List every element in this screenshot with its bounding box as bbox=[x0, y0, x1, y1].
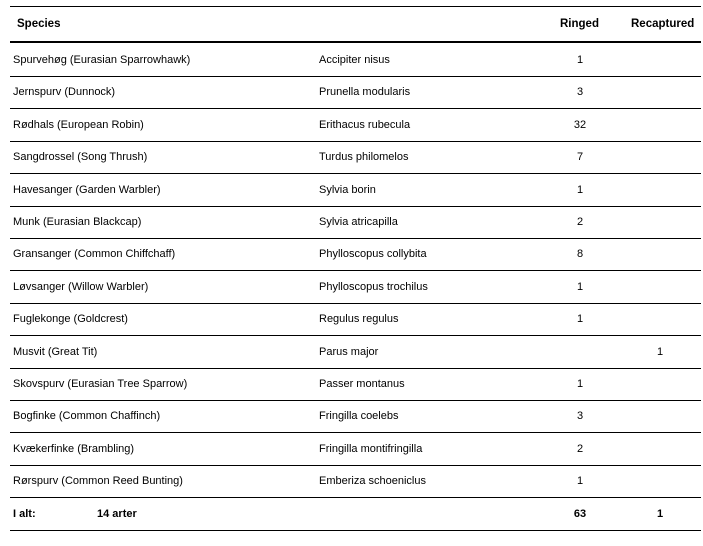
table-header bbox=[10, 6, 701, 43]
species-latin-name: Prunella modularis bbox=[319, 86, 411, 99]
ringed-count: 1 bbox=[576, 280, 584, 293]
species-latin-name: Turdus philomelos bbox=[319, 151, 409, 164]
species-common-name: Munk (Eurasian Blackcap) bbox=[13, 216, 142, 228]
ringed-count: 2 bbox=[576, 216, 584, 228]
species-common-name: Spurvehøg (Eurasian Sparrowhawk) bbox=[13, 54, 191, 66]
species-latin-name: Phylloscopus trochilus bbox=[319, 280, 428, 293]
species-common-name: Sangdrossel (Song Thrush) bbox=[13, 151, 148, 164]
species-common-name: Bogfinke (Common Chaffinch) bbox=[13, 410, 161, 423]
table-row bbox=[10, 271, 701, 304]
total-species-count: 14 arter bbox=[97, 507, 137, 520]
ringed-count: 7 bbox=[576, 151, 584, 164]
table-row bbox=[10, 174, 701, 207]
ringed-count: 1 bbox=[576, 378, 584, 390]
species-latin-name: Sylvia atricapilla bbox=[319, 216, 398, 228]
species-latin-name: Phylloscopus collybita bbox=[319, 248, 427, 261]
ringed-count: 3 bbox=[576, 86, 584, 99]
table-row bbox=[10, 303, 701, 336]
ringed-count: 1 bbox=[576, 475, 584, 488]
species-common-name: Kvækerfinke (Brambling) bbox=[13, 442, 135, 455]
species-latin-name: Sylvia borin bbox=[319, 183, 376, 196]
species-common-name: Musvit (Great Tit) bbox=[13, 345, 98, 358]
table-row bbox=[10, 336, 701, 369]
species-latin-name: Regulus regulus bbox=[319, 313, 399, 326]
species-common-name: Jernspurv (Dunnock) bbox=[13, 86, 116, 99]
table-row bbox=[10, 368, 701, 401]
ringed-count: 1 bbox=[576, 54, 584, 66]
ringed-count: 2 bbox=[576, 442, 584, 455]
species-common-name: Rødhals (European Robin) bbox=[13, 118, 144, 131]
ringed-count: 8 bbox=[576, 248, 584, 261]
total-ringed: 63 bbox=[573, 507, 587, 520]
species-latin-name: Fringilla montifringilla bbox=[319, 442, 423, 455]
species-common-name: Fuglekonge (Goldcrest) bbox=[13, 313, 128, 326]
total-recaptured: 1 bbox=[656, 507, 664, 520]
ringed-count: 3 bbox=[576, 410, 584, 423]
ringed-count: 32 bbox=[573, 118, 587, 131]
header-ringed: Ringed bbox=[560, 18, 599, 30]
total-row bbox=[10, 498, 701, 531]
species-latin-name: Accipiter nisus bbox=[319, 54, 390, 66]
species-common-name: Skovspurv (Eurasian Tree Sparrow) bbox=[13, 378, 188, 390]
species-latin-name: Fringilla coelebs bbox=[319, 410, 399, 423]
table-row bbox=[10, 433, 701, 466]
table-row bbox=[10, 76, 701, 109]
species-latin-name: Emberiza schoeniclus bbox=[319, 475, 426, 488]
ringed-count: 1 bbox=[576, 183, 584, 196]
total-label: I alt: bbox=[13, 507, 36, 520]
species-common-name: Gransanger (Common Chiffchaff) bbox=[13, 248, 176, 261]
species-common-name: Havesanger (Garden Warbler) bbox=[13, 183, 161, 196]
table-row bbox=[10, 400, 701, 433]
table-row bbox=[10, 44, 701, 77]
header-recaptured: Recaptured bbox=[631, 18, 695, 30]
table-row bbox=[10, 465, 701, 498]
ringed-count: 1 bbox=[576, 313, 584, 326]
header-species: Species bbox=[17, 18, 61, 30]
table-row bbox=[10, 109, 701, 142]
table-row bbox=[10, 238, 701, 271]
species-latin-name: Passer montanus bbox=[319, 378, 405, 390]
species-common-name: Løvsanger (Willow Warbler) bbox=[13, 280, 149, 293]
species-latin-name: Erithacus rubecula bbox=[319, 118, 411, 131]
recaptured-count: 1 bbox=[656, 345, 664, 358]
table-row bbox=[10, 206, 701, 239]
species-latin-name: Parus major bbox=[319, 345, 379, 358]
species-common-name: Rørspurv (Common Reed Bunting) bbox=[13, 475, 183, 488]
table-row bbox=[10, 141, 701, 174]
